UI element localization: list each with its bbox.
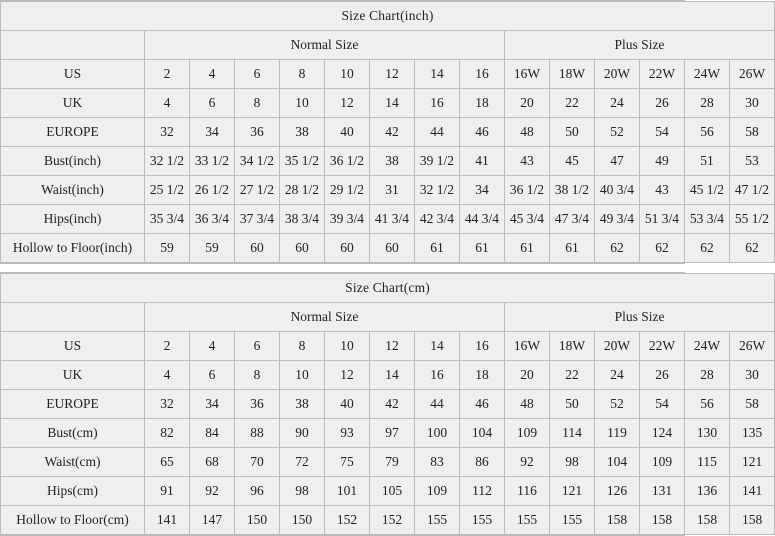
cell: 26 [640,361,685,390]
cell: 141 [145,506,190,535]
cell: 34 1/2 [235,147,280,176]
size-chart-cm-body [1,274,775,535]
cell: 25 1/2 [145,176,190,205]
cell: 58 [730,118,775,147]
cell: 58 [730,390,775,419]
cell: 18 [460,361,505,390]
cell: 65 [145,448,190,477]
cell: 59 [190,234,235,263]
cell: 42 [370,390,415,419]
cell: 47 [595,147,640,176]
cell: 14 [370,89,415,118]
row-label: Bust(inch) [1,147,145,176]
cell: 28 1/2 [280,176,325,205]
table-row [1,477,775,506]
cell: 24W [685,60,730,89]
cell: 38 [280,118,325,147]
cell: 4 [145,361,190,390]
cell: 155 [460,506,505,535]
cell: 47 1/2 [730,176,775,205]
cell: 141 [730,477,775,506]
cell: 28 [685,361,730,390]
cell: 16 [460,60,505,89]
cell: 44 3/4 [460,205,505,234]
cell: 6 [235,332,280,361]
cell: 12 [370,332,415,361]
cell: 131 [640,477,685,506]
cell: 98 [550,448,595,477]
size-chart-cm-block [0,272,766,536]
cell: 46 [460,390,505,419]
cell: 155 [415,506,460,535]
cell: 34 [460,176,505,205]
cell: 54 [640,390,685,419]
row-label: Waist(cm) [1,448,145,477]
cell: 62 [685,234,730,263]
cell: 36 1/2 [505,176,550,205]
cell: 49 3/4 [595,205,640,234]
cell: 46 [460,118,505,147]
cell: 104 [595,448,640,477]
cell: 56 [685,118,730,147]
table-title-row [1,2,775,31]
cell: 59 [145,234,190,263]
cell: 43 [505,147,550,176]
cell: 115 [685,448,730,477]
cell: 104 [460,419,505,448]
cell: 158 [595,506,640,535]
cell: 39 1/2 [415,147,460,176]
cell: 16 [415,361,460,390]
cell: 88 [235,419,280,448]
cell: 44 [415,118,460,147]
cell: 31 [370,176,415,205]
cell: 158 [640,506,685,535]
size-chart-inch-block [0,0,770,264]
cell: 36 [235,390,280,419]
cell: 20 [505,361,550,390]
cell: 60 [370,234,415,263]
cell: 38 1/2 [550,176,595,205]
cell: 32 [145,118,190,147]
group-header-plus-size: Plus Size [505,303,775,332]
section-divider [0,264,685,272]
cell: 10 [280,361,325,390]
cell: 155 [505,506,550,535]
cell: 36 [235,118,280,147]
row-label: Hollow to Floor(cm) [1,506,145,535]
cell: 6 [190,89,235,118]
cell: 38 [370,147,415,176]
cell: 82 [145,419,190,448]
cell: 37 3/4 [235,205,280,234]
cell: 158 [730,506,775,535]
cell: 22 [550,361,595,390]
cell: 48 [505,390,550,419]
cell: 91 [145,477,190,506]
cell: 44 [415,390,460,419]
cell: 150 [235,506,280,535]
table-group-row [1,303,775,332]
cell: 30 [730,361,775,390]
group-header-normal-size: Normal Size [145,31,505,60]
cell: 14 [415,60,460,89]
cell: 22W [640,332,685,361]
cell: 18W [550,60,595,89]
cell: 135 [730,419,775,448]
cell: 27 1/2 [235,176,280,205]
cell: 20W [595,60,640,89]
cell: 119 [595,419,640,448]
cell: 30 [730,89,775,118]
row-label: Hollow to Floor(inch) [1,234,145,263]
group-header-plus-size: Plus Size [505,31,775,60]
cell: 109 [505,419,550,448]
cell: 54 [640,118,685,147]
cell: 20W [595,332,640,361]
row-label: Hips(cm) [1,477,145,506]
size-chart-inch-table [0,1,775,263]
cell: 53 [730,147,775,176]
cell: 24 [595,89,640,118]
cell: 41 [460,147,505,176]
cell: 83 [415,448,460,477]
row-label: US [1,60,145,89]
cell: 152 [370,506,415,535]
cell: 96 [235,477,280,506]
cell: 51 3/4 [640,205,685,234]
corner-cell [1,303,145,332]
table-row [1,205,775,234]
table-row [1,118,775,147]
row-label: Hips(inch) [1,205,145,234]
cell: 70 [235,448,280,477]
cell: 18 [460,89,505,118]
cell: 28 [685,89,730,118]
page-title-cm: Size Chart(cm) [1,274,775,303]
cell: 39 3/4 [325,205,370,234]
cell: 61 [460,234,505,263]
cell: 53 3/4 [685,205,730,234]
group-header-normal-size: Normal Size [145,303,505,332]
cell: 10 [325,332,370,361]
cell: 2 [145,60,190,89]
cell: 35 1/2 [280,147,325,176]
cell: 18W [550,332,595,361]
cell: 34 [190,390,235,419]
cell: 62 [640,234,685,263]
cell: 34 [190,118,235,147]
cell: 68 [190,448,235,477]
cell: 61 [505,234,550,263]
row-label: EUROPE [1,390,145,419]
cell: 12 [370,60,415,89]
cell: 72 [280,448,325,477]
cell: 22W [640,60,685,89]
table-row [1,390,775,419]
cell: 26W [730,332,775,361]
cell: 4 [190,60,235,89]
table-title-row [1,274,775,303]
cell: 136 [685,477,730,506]
cell: 130 [685,419,730,448]
table-group-row [1,31,775,60]
cell: 26 [640,89,685,118]
cell: 16W [505,60,550,89]
cell: 48 [505,118,550,147]
cell: 60 [325,234,370,263]
cell: 16 [460,332,505,361]
cell: 75 [325,448,370,477]
cell: 14 [415,332,460,361]
cell: 116 [505,477,550,506]
cell: 90 [280,419,325,448]
page-title-inch: Size Chart(inch) [1,2,775,31]
cell: 32 1/2 [415,176,460,205]
table-row [1,448,775,477]
table-row [1,176,775,205]
cell: 101 [325,477,370,506]
cell: 8 [235,361,280,390]
cell: 40 [325,390,370,419]
cell: 84 [190,419,235,448]
cell: 155 [550,506,595,535]
cell: 126 [595,477,640,506]
table-row [1,419,775,448]
cell: 4 [190,332,235,361]
table-row [1,89,775,118]
cell: 152 [325,506,370,535]
cell: 98 [280,477,325,506]
cell: 62 [595,234,640,263]
cell: 36 3/4 [190,205,235,234]
cell: 50 [550,390,595,419]
cell: 56 [685,390,730,419]
cell: 45 [550,147,595,176]
cell: 2 [145,332,190,361]
cell: 61 [415,234,460,263]
cell: 93 [325,419,370,448]
row-label: UK [1,89,145,118]
cell: 47 3/4 [550,205,595,234]
table-row [1,506,775,535]
cell: 60 [235,234,280,263]
cell: 92 [505,448,550,477]
table-row [1,332,775,361]
table-row [1,60,775,89]
cell: 26W [730,60,775,89]
cell: 8 [235,89,280,118]
cell: 38 3/4 [280,205,325,234]
cell: 121 [550,477,595,506]
cell: 4 [145,89,190,118]
cell: 51 [685,147,730,176]
cell: 32 1/2 [145,147,190,176]
cell: 45 3/4 [505,205,550,234]
table-row [1,234,775,263]
cell: 12 [325,361,370,390]
cell: 22 [550,89,595,118]
cell: 10 [325,60,370,89]
cell: 121 [730,448,775,477]
cell: 60 [280,234,325,263]
cell: 42 [370,118,415,147]
cell: 10 [280,89,325,118]
cell: 8 [280,60,325,89]
cell: 12 [325,89,370,118]
cell: 55 1/2 [730,205,775,234]
cell: 33 1/2 [190,147,235,176]
row-label: Waist(inch) [1,176,145,205]
cell: 61 [550,234,595,263]
cell: 52 [595,118,640,147]
cell: 8 [280,332,325,361]
cell: 112 [460,477,505,506]
cell: 40 [325,118,370,147]
cell: 24 [595,361,640,390]
row-label: US [1,332,145,361]
size-chart-cm-table [0,273,775,535]
cell: 109 [640,448,685,477]
cell: 49 [640,147,685,176]
cell: 124 [640,419,685,448]
cell: 105 [370,477,415,506]
row-label: EUROPE [1,118,145,147]
size-chart-inch-body [1,2,775,263]
cell: 35 3/4 [145,205,190,234]
cell: 79 [370,448,415,477]
cell: 114 [550,419,595,448]
cell: 29 1/2 [325,176,370,205]
corner-cell [1,31,145,60]
row-label: UK [1,361,145,390]
cell: 40 3/4 [595,176,640,205]
cell: 24W [685,332,730,361]
cell: 43 [640,176,685,205]
cell: 20 [505,89,550,118]
cell: 41 3/4 [370,205,415,234]
cell: 97 [370,419,415,448]
table-row [1,147,775,176]
cell: 86 [460,448,505,477]
row-label: Bust(cm) [1,419,145,448]
cell: 6 [235,60,280,89]
cell: 36 1/2 [325,147,370,176]
cell: 109 [415,477,460,506]
cell: 62 [730,234,775,263]
cell: 158 [685,506,730,535]
cell: 42 3/4 [415,205,460,234]
cell: 14 [370,361,415,390]
cell: 32 [145,390,190,419]
cell: 92 [190,477,235,506]
cell: 50 [550,118,595,147]
cell: 16 [415,89,460,118]
cell: 38 [280,390,325,419]
cell: 150 [280,506,325,535]
cell: 26 1/2 [190,176,235,205]
cell: 52 [595,390,640,419]
cell: 16W [505,332,550,361]
cell: 6 [190,361,235,390]
cell: 45 1/2 [685,176,730,205]
table-row [1,361,775,390]
cell: 100 [415,419,460,448]
cell: 147 [190,506,235,535]
